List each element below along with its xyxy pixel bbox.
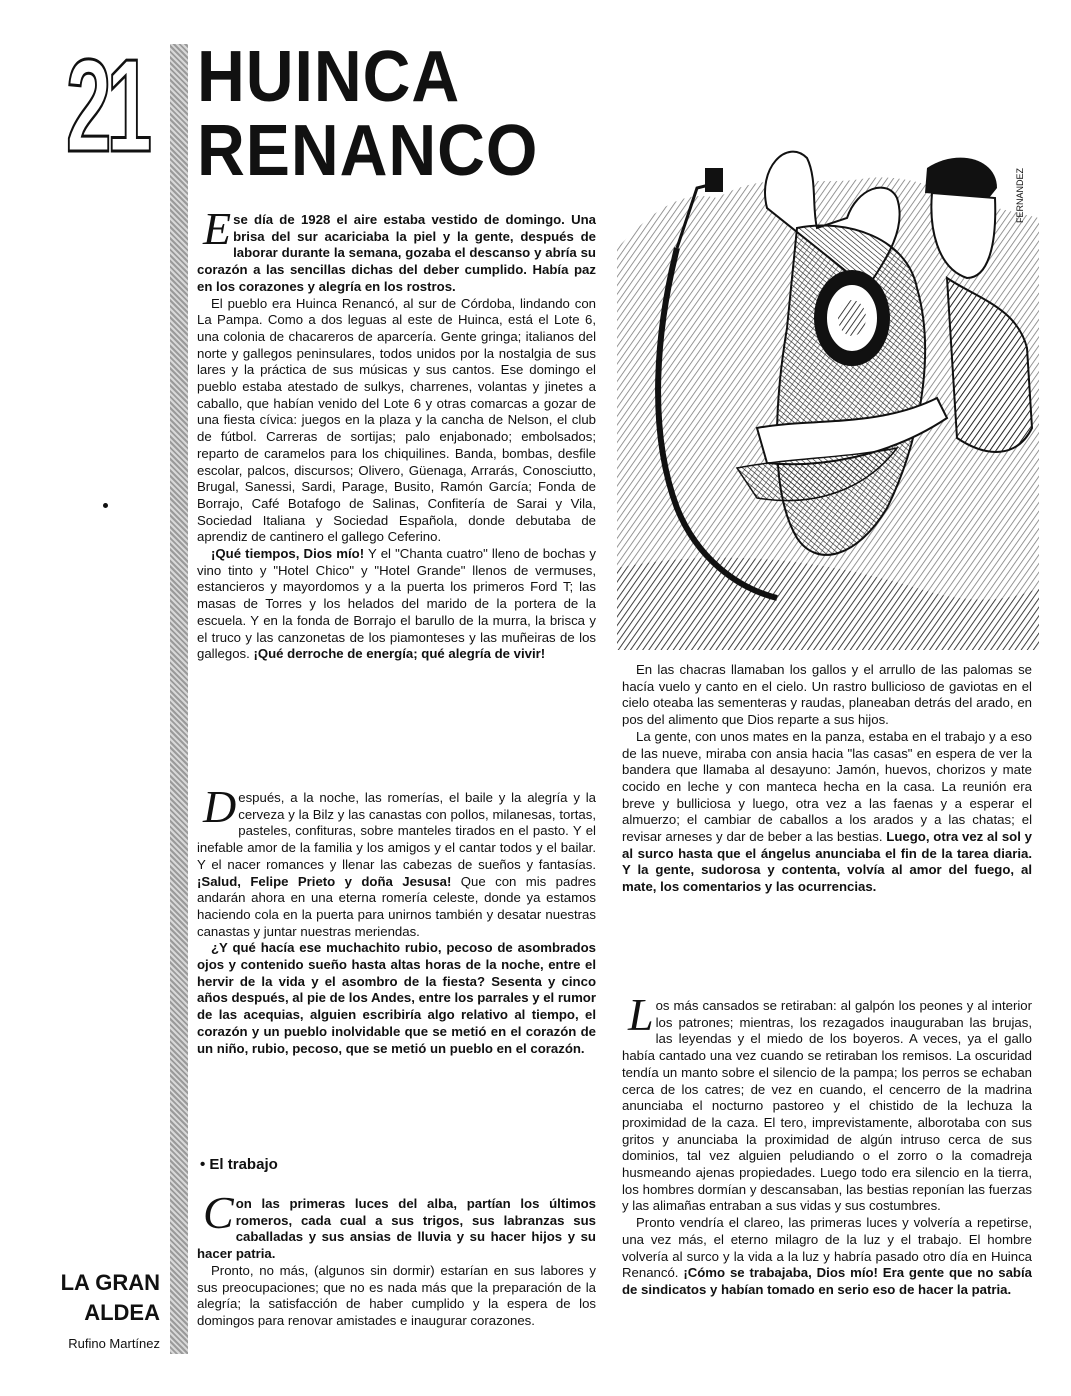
drop-cap: D bbox=[203, 781, 237, 832]
left-column-bottom bbox=[197, 1187, 596, 1330]
series-title-line-1: LA GRAN bbox=[60, 1270, 160, 1295]
left-column-middle bbox=[197, 781, 596, 1057]
paragraph: En las chacras llamaban los gallos y el arrullo de las palomas se hacía vuelo y canto en el cielo. Un rastro bullicioso de gaviotas en el cielo oteaba las sementeras y raudas, planeaban detrás del arado, en pos del alimento que Dios reparte a sus hijos. bbox=[622, 662, 1032, 728]
paragraph: ¡Qué tiempos, Dios mío! Y el "Chanta cuatro" lleno de bochas y vino tinto y "Hotel Chico" y "Hotel Grande" llenos de vermuses, estancieros y mayordomos y a la puerta los primeros Ford T; las masas de Torres y los helados del marido de la portera de la escuela. Y en la fonda de Borrajo el barullo de la murra, la brisca y el truco y las canzonetas de los piamonteses y las muñeiras de los gallegos. ¡Qué derroche de energía; qué alegría de vivir! bbox=[197, 546, 596, 662]
author-name: Rufino Martínez bbox=[68, 1336, 160, 1351]
left-column-top bbox=[197, 203, 596, 663]
illustration-signature: FERNANDEZ bbox=[1015, 167, 1025, 223]
right-column-bottom bbox=[622, 989, 1032, 1299]
series-title-line-2: ALDEA bbox=[84, 1300, 160, 1325]
ink-illustration-horse-and-farmer bbox=[617, 128, 1039, 650]
paragraph: El pueblo era Huinca Renancó, al sur de Córdoba, lindando con La Pampa. Como a dos leguas al este de Huinca, está el Lote 6, una colonia de chacareros de aparcería. Gente gringa; italianos del norte y gallegos peninsulares, todos unidos por la nostalgia de sus lares y la práctica de sus músicas y sus cantos. Ese domingo el pueblo estaba atestado de sulkys, charrenes, volantas y jinetes a caballo, que habían venido del Lote 6 y otras comarcas a gozar de una fiesta cívica: juegos en la plaza y la cancha de Nelson, el club de fútbol. Carreras de sortijas; palo enjabonado; embolsados; reparto de caramelos para los chiquilines. Banda, bombas, desfile escolar, palcos, discursos; Olivero, Güenaga, Arrarás, Conosciutto, Brugal, Sanessi, Sardi, Parage, Busito, Ramón García; Fonda de Borrajo, Café Botafogo de Salinas, Confitería de Sarai y Vila, Sociedad Italiana y Sociedad Española, donde debutaba de aprendiz de cantinero el gallego Ceferino. bbox=[197, 295, 596, 545]
drop-cap: C bbox=[203, 1187, 234, 1238]
article-title bbox=[197, 37, 583, 191]
title-line-1: HUINCA bbox=[197, 37, 461, 117]
paragraph: Con las primeras luces del alba, partían los últimos romeros, cada cual a sus trigos, sus labranzas sus caballadas y sus ansias de lluvia y su hacer hijos y su hacer patria. bbox=[197, 1187, 596, 1262]
paragraph: Después, a la noche, las romerías, el baile y la alegría y la cerveza y la Bilz y las canastas con pollos, milanesas, tortas, pasteles, confituras, sobre manteles tirados en el pasto. Y el inefable amor de la familia y los amigos y el cantar todos y el bailar. Y el nacer romances y llenar las cabezas de sueños y fantasías. ¡Salud, Felipe Prieto y doña Jesusa! Que con mis padres andarán ahora en una eterna romería celeste, donde ya estamos haciendo cola en la puerta para unirnos también y desatar nuestras canastas y juntar nuestras meriendas. bbox=[197, 781, 596, 939]
chapter-number: 21 bbox=[66, 32, 148, 179]
paragraph: La gente, con unos mates en la panza, estaba en el trabajo y a eso de las nueve, miraba con ansia hacia "las casas" en espera de ver la bandera que llamaba al desayuno: Jamón, huevos, chorizos y mate cocido en leche y con manteca hecha en la casa. La reunión era breve y bulliciosa y luego, otra vez a las faenas y a esperar el almuerzo; el cambiar de caballos a los arados y a las chatas; el revisar arneses y dar de beber a las bestias. Luego, otra vez al sol y al surco hasta que el ángelus anunciaba el fin de la tarea diaria. Y la gente, sudorosa y contenta, volvía al amor del fuego, al mate, los comentarios y las ocurrencias. bbox=[622, 728, 1033, 895]
decorative-gray-bar bbox=[170, 44, 188, 1354]
paragraph: Pronto, no más, (algunos sin dormir) estarían en sus labores y sus preocupaciones; que no es nada más que la preparación de la alegría; la satisfacción de haber cumplido y la espera de los domingos para renovar amistades e inaugurar corazones. bbox=[197, 1262, 596, 1328]
drop-cap: E bbox=[203, 203, 232, 254]
right-column-top bbox=[622, 662, 1032, 896]
title-line-2: RENANCO bbox=[197, 111, 539, 191]
drop-cap: L bbox=[628, 989, 654, 1040]
paragraph: Ese día de 1928 el aire estaba vestido de domingo. Una brisa del sur acariciaba la piel y la gente, después de laborar durante la semana, gozaba el descanso y abría su corazón a las sencillas dichas del deber cumplido. Había paz en los corazones y alegría en los rostros. bbox=[197, 203, 596, 294]
paragraph: Pronto vendría el clareo, las primeras luces y volvería a repetirse, una vez más, el eterno milagro de la luz y el trabajo. El hombre volvería al surco y la vida a la luz y habría pasado otro día en Huinca Renancó. ¡Cómo se trabajaba, Dios mío! Era gente que no sabía de sindicatos y habían tomado en serio eso de hacer la patria. bbox=[622, 1215, 1032, 1297]
series-title bbox=[38, 1268, 160, 1328]
section-heading: • El trabajo bbox=[200, 1156, 278, 1173]
paragraph: Los más cansados se retiraban: al galpón los peones y al interior los patrones; mientras, los rezagados inauguraban las brujas, las leyendas y el miedo de los boyeros. A veces, ya el gallo había cantado una vez cuando se retiraban los remisos. La oscuridad tendía un manto sobre el silencio de la pampa; los perros se echaban cerca de los catres; de vez en cuando, el cencerro de la madrina anunciaba el nocturno pastoreo y el chistido de la lechuza la proximidad de la caza. El tero, imprevistamente, alborotaba con sus gritos y anunciaba la proximidad de algún intruso cerca de sus dominios, tal vez alguien peludiando o el zorro o la comadreja husmeando ajenas propiedades. Luego todo era silencio en la tierra, los hombres dormían y descansaban, las bestias reponían las fuerzas y las alimañas entraban a sus vidas y sus costumbres. bbox=[622, 989, 1032, 1214]
paragraph: ¿Y qué hacía ese muchachito rubio, pecoso de asombrados ojos y contenido sueño hasta altas horas de la noche, entre el hervir de la vida y el asombro de la fiesta? Sesenta y cinco años después, al pie de los Andes, entre los parrales y el rumor de las acequias, alguien escribiría algo relativo al tiempo, el corazón y un pueblo inolvidable que se metió en el corazón de un niño, rubio, pecoso, que se metió un pueblo en el corazón. bbox=[197, 940, 596, 1056]
margin-dot bbox=[103, 503, 108, 508]
